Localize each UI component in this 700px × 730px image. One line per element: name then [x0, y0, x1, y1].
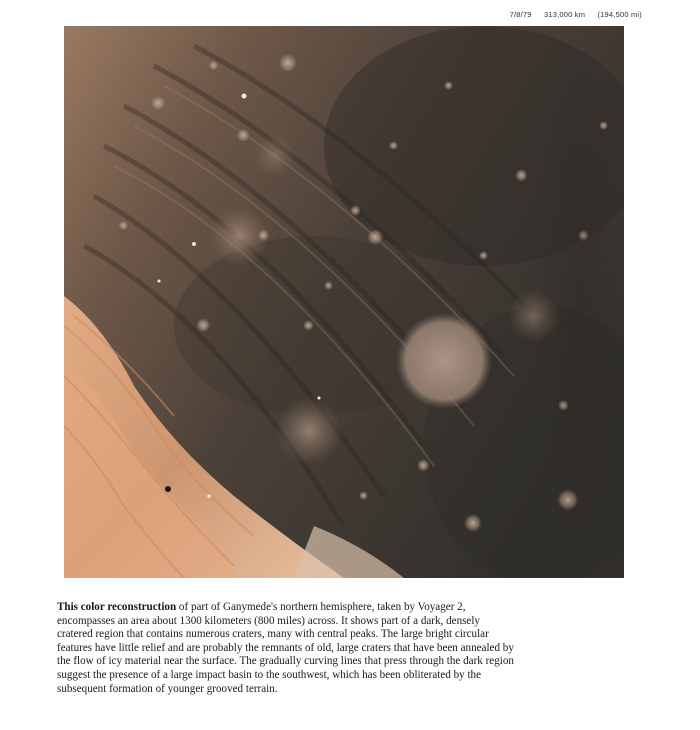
photo-caption: [57, 601, 517, 696]
image-metadata: [510, 10, 642, 19]
distance-mi-label: (194,500 mi): [597, 10, 642, 19]
ganymede-photo: [64, 26, 624, 578]
ganymede-surface-illustration: [64, 26, 624, 578]
caption-lead: This color reconstruction: [57, 601, 177, 613]
date-label: 7/8/79: [509, 10, 532, 19]
distance-km-label: 313,000 km: [543, 10, 586, 19]
caption-body: of part of Ganymede's northern hemisphere, taken by Voyager 2, encompasses an area about 1300 kilometers (800 miles) across. It shows part of a dark, densely cratered region that contains numerous craters, many with central peaks. The large bright circular features have little relief and are probably the remnants of old, large craters that have been annealed by the flow of icy material near the surface. The gradually curving lines that press through the dark region suggest the presence of a large impact basin to the southwest, which has been obliterated by the subsequent formation of younger grooved terrain.: [57, 601, 514, 695]
